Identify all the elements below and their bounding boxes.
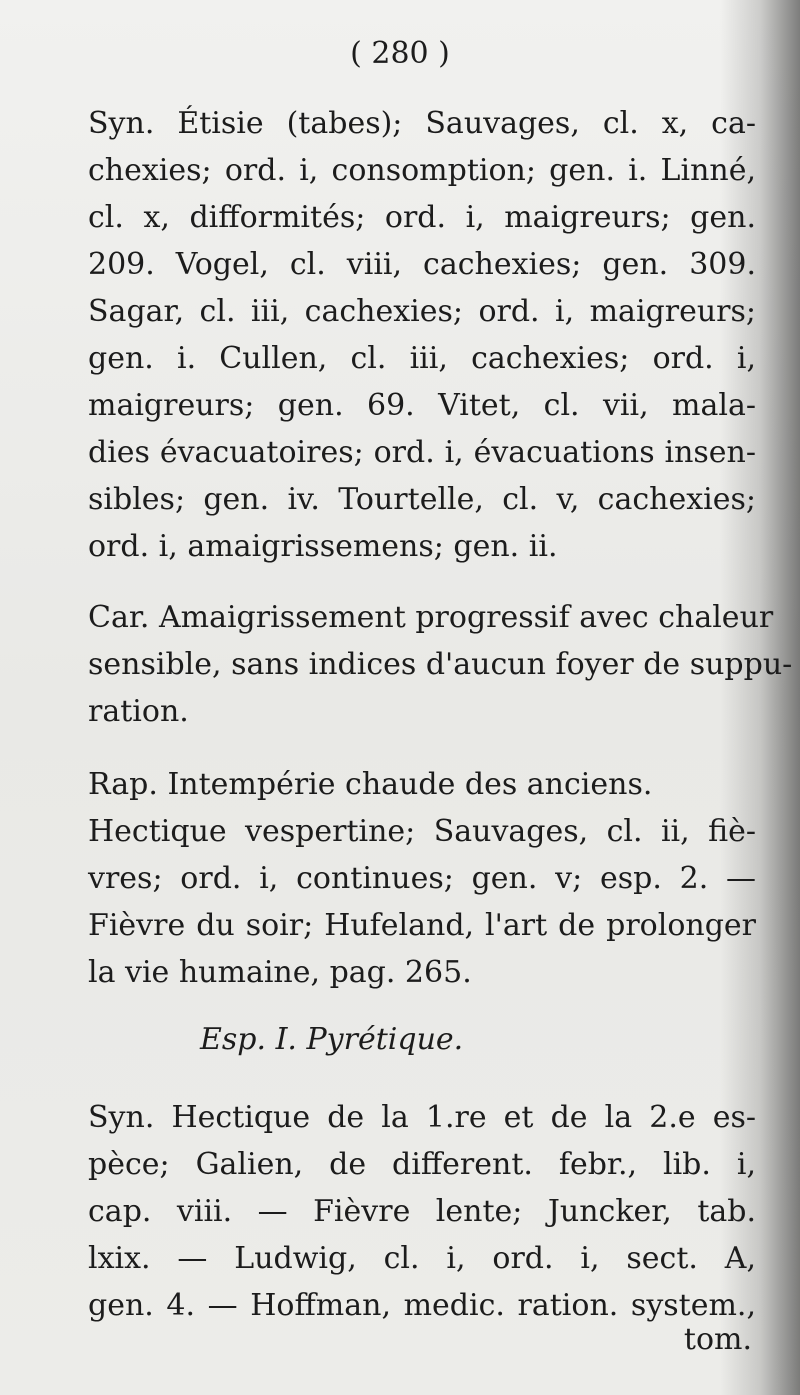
text-line: Syn. Étisie (tabes); Sauvages, cl. x, ca- xyxy=(88,106,756,141)
text-line: la vie humaine, pag. 265. xyxy=(88,955,472,990)
text-line: ration. xyxy=(88,694,189,729)
text-line: Syn. Hectique de la 1.re et de la 2.e es- xyxy=(88,1100,756,1135)
text-line: Sagar, cl. iii, cachexies; ord. i, maigreurs; xyxy=(88,294,756,329)
text-line: pèce; Galien, de different. febr., lib. i, xyxy=(88,1147,756,1182)
text-line: Rap. Intempérie chaude des anciens. xyxy=(88,767,653,802)
text-line: dies évacuatoires; ord. i, évacuations insen- xyxy=(88,435,756,470)
text-line: sensible, sans indices d'aucun foyer de suppu- xyxy=(88,647,793,682)
text-line: lxix. — Ludwig, cl. i, ord. i, sect. A, xyxy=(88,1241,756,1276)
text-line: vres; ord. i, continues; gen. v; esp. 2. — xyxy=(88,861,756,896)
page-number: ( 280 ) xyxy=(350,36,450,71)
text-line: maigreurs; gen. 69. Vitet, cl. vii, mala- xyxy=(88,388,756,423)
text-line: gen. 4. — Hoffman, medic. ration. system., xyxy=(88,1288,756,1323)
text-line: gen. i. Cullen, cl. iii, cachexies; ord. i, xyxy=(88,341,756,376)
section-heading: Esp. I. Pyrétique. xyxy=(200,1022,464,1057)
text-line: Fièvre du soir; Hufeland, l'art de prolonger xyxy=(88,908,756,943)
text-line: Hectique vespertine; Sauvages, cl. ii, fiè- xyxy=(88,814,756,849)
text-line: sibles; gen. iv. Tourtelle, cl. v, cachexies; xyxy=(88,482,756,517)
text-line: ord. i, amaigrissemens; gen. ii. xyxy=(88,529,558,564)
text-line: 209. Vogel, cl. viii, cachexies; gen. 309. xyxy=(88,247,756,282)
text-line: chexies; ord. i, consomption; gen. i. Linné, xyxy=(88,153,756,188)
catchword: tom. xyxy=(683,1322,752,1357)
text-line: Car. Amaigrissement progressif avec chaleur xyxy=(88,600,774,635)
text-line: cap. viii. — Fièvre lente; Juncker, tab. xyxy=(88,1194,756,1229)
text-line: cl. x, difformités; ord. i, maigreurs; gen. xyxy=(88,200,756,235)
